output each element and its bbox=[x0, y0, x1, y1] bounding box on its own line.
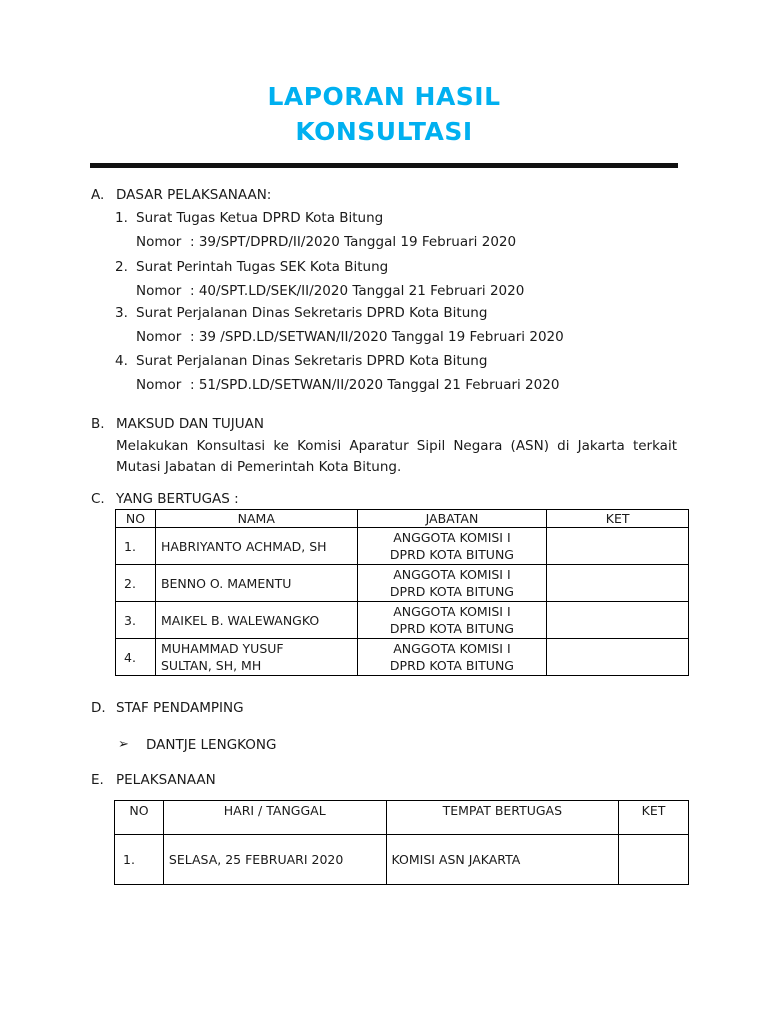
cell-nama: BENNO O. MAMENTU bbox=[155, 565, 357, 602]
staff-name: DANTJE LENGKONG bbox=[146, 737, 277, 753]
pelaksanaan-table bbox=[114, 800, 689, 885]
section-b-heading: MAKSUD DAN TUJUAN bbox=[116, 416, 264, 432]
section-a-item-text: Surat Perintah Tugas SEK Kota Bitung bbox=[136, 259, 389, 275]
cell-ket bbox=[619, 835, 689, 885]
cell-jabatan bbox=[357, 565, 547, 602]
jabatan-line2: DPRD KOTA BITUNG bbox=[389, 621, 514, 636]
cell-ket bbox=[547, 602, 689, 639]
cell-tanggal: SELASA, 25 FEBRUARI 2020 bbox=[163, 835, 386, 885]
section-e-heading: PELAKSANAAN bbox=[116, 772, 216, 788]
nama-line1: MUHAMMAD YUSUF bbox=[160, 641, 284, 656]
cell-nama: HABRIYANTO ACHMAD, SH bbox=[155, 528, 357, 565]
petugas-table bbox=[115, 509, 689, 676]
column-header-no: NO bbox=[116, 510, 156, 528]
cell-jabatan bbox=[357, 639, 547, 676]
jabatan-line1: ANGGOTA KOMISI I bbox=[393, 641, 511, 656]
section-a-item-text: Surat Tugas Ketua DPRD Kota Bitung bbox=[136, 210, 384, 226]
cell-ket bbox=[547, 528, 689, 565]
section-a-item-num: 2. bbox=[115, 259, 128, 275]
section-a-letter: A. bbox=[91, 187, 105, 203]
cell-tempat: KOMISI ASN JAKARTA bbox=[386, 835, 619, 885]
cell-jabatan bbox=[357, 528, 547, 565]
cell-no: 3. bbox=[116, 602, 156, 639]
section-a-item-num: 3. bbox=[115, 305, 128, 321]
section-b-letter: B. bbox=[91, 416, 105, 432]
section-a-nomor-label: Nomor bbox=[136, 283, 182, 299]
arrow-bullet-icon: ➢ bbox=[118, 737, 129, 752]
column-header-jabatan: JABATAN bbox=[357, 510, 547, 528]
section-a-nomor-value: : 39 /SPD.LD/SETWAN/II/2020 Tanggal 19 Februari 2020 bbox=[190, 329, 564, 345]
section-d-letter: D. bbox=[91, 700, 106, 716]
column-header-nama: NAMA bbox=[155, 510, 357, 528]
column-header-no: NO bbox=[115, 801, 164, 835]
nama-line2: SULTAN, SH, MH bbox=[160, 658, 262, 673]
cell-no: 1. bbox=[115, 835, 164, 885]
jabatan-line2: DPRD KOTA BITUNG bbox=[389, 547, 514, 562]
title-divider bbox=[90, 163, 678, 168]
column-header-tempat: TEMPAT BERTUGAS bbox=[386, 801, 619, 835]
cell-no: 4. bbox=[116, 639, 156, 676]
section-a-item-text: Surat Perjalanan Dinas Sekretaris DPRD Kota Bitung bbox=[136, 305, 488, 321]
column-header-tanggal: HARI / TANGGAL bbox=[163, 801, 386, 835]
table-row bbox=[116, 528, 689, 565]
table-header-row bbox=[115, 801, 689, 835]
cell-no: 2. bbox=[116, 565, 156, 602]
section-a-nomor-label: Nomor bbox=[136, 377, 182, 393]
section-a-nomor-label: Nomor bbox=[136, 329, 182, 345]
cell-no: 1. bbox=[116, 528, 156, 565]
section-c-letter: C. bbox=[91, 491, 105, 507]
cell-nama: MAIKEL B. WALEWANGKO bbox=[155, 602, 357, 639]
report-title-line2: KONSULTASI bbox=[295, 117, 473, 146]
jabatan-line1: ANGGOTA KOMISI I bbox=[393, 567, 511, 582]
jabatan-line1: ANGGOTA KOMISI I bbox=[393, 604, 511, 619]
section-e-letter: E. bbox=[91, 772, 104, 788]
section-a-heading: DASAR PELAKSANAAN: bbox=[116, 187, 272, 203]
table-row bbox=[115, 835, 689, 885]
report-title-line1: LAPORAN HASIL bbox=[267, 82, 501, 111]
section-a-nomor-value: : 39/SPT/DPRD/II/2020 Tanggal 19 Februari 2020 bbox=[190, 234, 517, 250]
cell-nama bbox=[155, 639, 357, 676]
column-header-ket: KET bbox=[619, 801, 689, 835]
jabatan-line2: DPRD KOTA BITUNG bbox=[389, 584, 514, 599]
table-row bbox=[116, 602, 689, 639]
cell-jabatan bbox=[357, 602, 547, 639]
section-a-nomor-label: Nomor bbox=[136, 234, 182, 250]
table-row bbox=[116, 565, 689, 602]
section-c-heading: YANG BERTUGAS : bbox=[116, 491, 239, 507]
table-header-row bbox=[116, 510, 689, 528]
column-header-ket: KET bbox=[547, 510, 689, 528]
section-a-item-text: Surat Perjalanan Dinas Sekretaris DPRD Kota Bitung bbox=[136, 353, 488, 369]
cell-ket bbox=[547, 565, 689, 602]
cell-ket bbox=[547, 639, 689, 676]
section-d-heading: STAF PENDAMPING bbox=[116, 700, 244, 716]
section-b-paragraph: Melakukan Konsultasi ke Komisi Aparatur Sipil Negara (ASN) di Jakarta terkait Mutasi Jabatan di Pemerintah Kota Bitung. bbox=[116, 438, 677, 475]
table-row bbox=[116, 639, 689, 676]
section-a-item-num: 4. bbox=[115, 353, 128, 369]
section-a-item-num: 1. bbox=[115, 210, 128, 226]
section-a-nomor-value: : 51/SPD.LD/SETWAN/II/2020 Tanggal 21 Februari 2020 bbox=[190, 377, 560, 393]
jabatan-line1: ANGGOTA KOMISI I bbox=[393, 530, 511, 545]
section-a-nomor-value: : 40/SPT.LD/SEK/II/2020 Tanggal 21 Februari 2020 bbox=[190, 283, 525, 299]
jabatan-line2: DPRD KOTA BITUNG bbox=[389, 658, 514, 673]
